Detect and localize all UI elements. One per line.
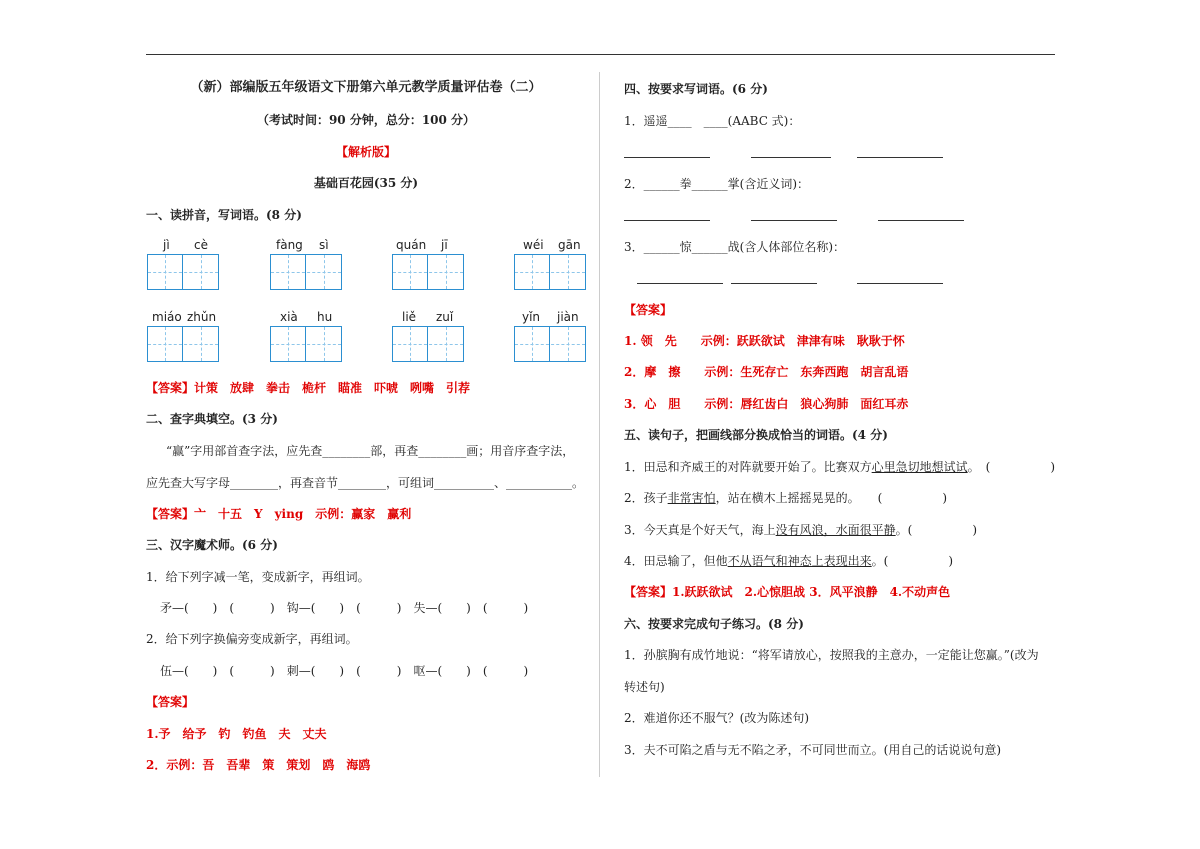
answer-line[interactable]: [624, 157, 710, 158]
q3-row-2: 伍—( ) ( ) 刺—( ) ( ) 呕—( ) ( ): [160, 664, 529, 678]
underlined-phrase: 非常害怕: [667, 491, 716, 505]
pinyin: quán: [396, 238, 427, 252]
q4-answer-1: 1. 领 先 示例：跃跃欲试 津津有味 耿耿于怀: [624, 334, 905, 348]
writing-grid[interactable]: [147, 254, 219, 290]
q6-sentence-2: 2．难道你还不服气？(改为陈述句): [624, 711, 809, 725]
writing-grid[interactable]: [270, 254, 342, 290]
pinyin: miáo: [152, 310, 182, 324]
q2-line-1: “赢”字用部首查字法，应先查________部，再查________画；用音序查字法，: [166, 444, 575, 458]
page-title: （新）部编版五年级语文下册第六单元教学质量评估卷（二）: [190, 80, 542, 95]
pinyin: jī: [441, 238, 448, 252]
q3-answer-1: 1.予 给予 钓 钓鱼 夫 丈夫: [146, 727, 327, 741]
writing-grid[interactable]: [270, 326, 342, 362]
answer-line[interactable]: [878, 220, 964, 221]
pinyin: zuǐ: [436, 310, 454, 324]
q3-answer-label: 【答案】: [146, 695, 195, 709]
q4-answer-label: 【答案】: [624, 303, 673, 317]
pinyin: yǐn: [522, 310, 541, 324]
q2-line-2: 应先查大写字母________，再查音节________，可组词__________、___________。: [146, 476, 585, 490]
q2-answer: 【答案】亠 十五 Y ying 示例：赢家 赢利: [146, 507, 412, 521]
writing-grid[interactable]: [514, 326, 586, 362]
underlined-phrase: 不从语气和神态上表现出来: [727, 554, 872, 568]
pinyin: jiàn: [557, 310, 579, 324]
answer-line[interactable]: [751, 157, 831, 158]
q6-sentence-3: 3．夫不可陷之盾与无不陷之矛，不可同世而立。(用自己的话说说句意): [624, 743, 1002, 757]
answer-line[interactable]: [637, 283, 723, 284]
q1-answer: 【答案】计策 放肆 拳击 桅杆 瞄准 吓唬 咧嘴 引荐: [146, 381, 471, 395]
writing-grid[interactable]: [392, 254, 464, 290]
q4-item-3: 3．______惊______战(含人体部位名称)：: [624, 240, 845, 254]
pinyin: gān: [558, 238, 581, 252]
answer-line[interactable]: [751, 220, 837, 221]
answer-line[interactable]: [731, 283, 817, 284]
column-divider: [599, 72, 600, 777]
pinyin: wéi: [523, 238, 544, 252]
pinyin: xià: [280, 310, 298, 324]
q3-heading: 三、汉字魔术师。(6 分): [146, 538, 278, 552]
header-rule: [146, 54, 1055, 55]
answer-line[interactable]: [857, 283, 943, 284]
q3-row-1: 矛—( ) ( ) 钩—( ) ( ) 失—( ) ( ): [160, 601, 529, 615]
q4-item-2: 2．______拳______掌(含近义词)：: [624, 177, 809, 191]
answer-line[interactable]: [857, 157, 943, 158]
pinyin: liě: [402, 310, 417, 324]
pinyin: hu: [317, 310, 333, 324]
q3-answer-2: 2．示例：吾 吾辈 策 策划 鸥 海鸥: [146, 758, 371, 772]
q5-answer: 【答案】1.跃跃欲试 2.心惊胆战 3．风平浪静 4.不动声色: [624, 585, 951, 599]
section-heading: 基础百花园(35 分): [313, 176, 419, 190]
pinyin: jì: [163, 238, 170, 252]
writing-grid[interactable]: [514, 254, 586, 290]
q3-item-2: 2．给下列字换偏旁变成新字，再组词。: [146, 632, 358, 646]
q5-sentence-2: 2．孩子非常害怕，站在横木上摇摇晃晃的。 ( ): [624, 491, 948, 505]
pinyin: sì: [319, 238, 329, 252]
pinyin: cè: [194, 238, 208, 252]
q4-answer-3: 3．心 胆 示例：唇红齿白 狼心狗肺 面红耳赤: [624, 397, 909, 411]
q6-sentence-1b: 转述句): [624, 680, 665, 694]
underlined-phrase: 心里急切地想试试: [871, 460, 968, 474]
underlined-phrase: 没有风浪，水面很平静: [775, 523, 896, 537]
edition-tag: 【解析版】: [335, 145, 396, 159]
q3-item-1: 1．给下列字减一笔，变成新字，再组词。: [146, 570, 370, 584]
pinyin: zhǔn: [187, 310, 217, 324]
q1-heading: 一、读拼音，写词语。(8 分): [146, 208, 302, 222]
q4-answer-2: 2．摩 擦 示例：生死存亡 东奔西跑 胡言乱语: [624, 365, 909, 379]
q5-heading: 五、读句子，把画线部分换成恰当的词语。(4 分): [624, 428, 888, 442]
q4-item-1: 1．遥遥____ ____(AABC 式)：: [624, 114, 801, 128]
writing-grid[interactable]: [392, 326, 464, 362]
exam-info: （考试时间：90 分钟，总分：100 分）: [256, 113, 476, 127]
writing-grid[interactable]: [147, 326, 219, 362]
answer-line[interactable]: [624, 220, 710, 221]
q4-heading: 四、按要求写词语。(6 分): [624, 82, 768, 96]
q5-sentence-1: 1．田忌和齐威王的对阵就要开始了。比赛双方心里急切地想试试。 ( ): [624, 460, 1056, 474]
q6-heading: 六、按要求完成句子练习。(8 分): [624, 617, 804, 631]
q5-sentence-4: 4．田忌输了，但他不从语气和神态上表现出来。( ): [624, 554, 954, 568]
pinyin: fàng: [276, 238, 303, 252]
q2-heading: 二、查字典填空。(3 分): [146, 412, 278, 426]
q5-sentence-3: 3．今天真是个好天气，海上没有风浪，水面很平静。( ): [624, 523, 978, 537]
q6-sentence-1a: 1．孙膑胸有成竹地说：“将军请放心，按照我的主意办，一定能让您赢。”(改为: [624, 648, 1039, 662]
